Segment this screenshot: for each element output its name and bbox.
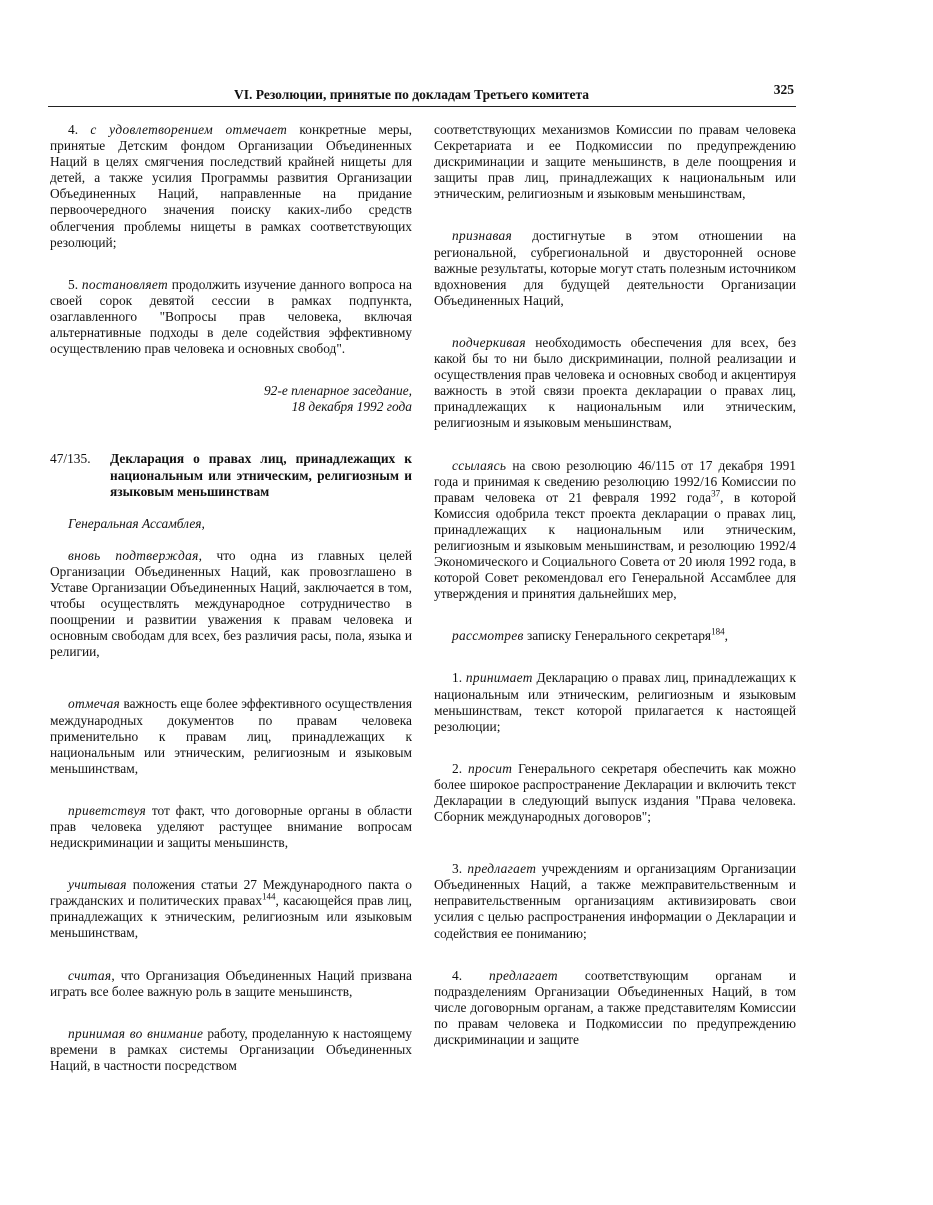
preamble-4 — [50, 877, 412, 941]
paragraph-lead: ссылаясь — [452, 457, 507, 473]
paragraph-lead: постановляет — [81, 276, 168, 292]
paragraph-number: 5. — [68, 276, 79, 292]
paragraph-text: положения статьи 27 Международного пакта о гражданских и политических правах — [50, 877, 412, 909]
paragraph-number: 2. — [452, 760, 463, 776]
paragraph-lead: подчеркивая — [452, 334, 526, 350]
footnote-ref: 37 — [711, 488, 721, 499]
preamble-1 — [50, 548, 412, 661]
operative-3 — [434, 861, 796, 941]
paragraph-lead: просит — [468, 760, 513, 776]
paragraph-lead: считая — [68, 967, 112, 983]
paragraph-text: важность еще более эффективного осуществления международных документов по правам человека применительно к правам лиц, принадлежащих к национальным или этническим, религиозным и языковым меньшинствам, — [50, 696, 412, 776]
meeting-signature — [50, 383, 412, 415]
paragraph-text: Декларацию о правах лиц, принадлежащих к национальным или этническим, религиозным и языковым меньшинствам, текст которой прилагается к настоящей резолюции; — [434, 670, 796, 734]
paragraph-lead: вновь подтверждая — [68, 547, 199, 563]
paragraph-text: необходимость обеспечения для всех, без какой бы то ни было дискриминации, полной реализации и осуществления прав человека и основных свобод и акцентируя важность в этой связи проекта декларации о правах лиц, принадлежащих к национальным или этническим, религиозным и языковым меньшинствам, — [434, 334, 796, 431]
resolution-title: Декларация о правах лиц, принадлежащих к национальным или этническим, религиозным и языковым меньшинствам — [110, 451, 412, 499]
general-assembly-label: Генеральная Ассамблея, — [68, 515, 205, 531]
paragraph-text: учреждениям и организациям Организации Объединенных Наций, а также межправительственным и неправительственным организациям активизировать свои усилия с целью распространения информации о Декларации и содействия ее пониманию; — [434, 861, 796, 941]
paragraph-number: 1. — [452, 670, 463, 686]
paragraph-text: конкретные меры, принятые Детским фондом Организации Объединенных Наций в целях смягчения последствий крайней нищеты для детей, а также усилия Программы развития Организации Объединенных Наций, направленные на придание первоочередного значения поиску каких-либо средств облегчения проблемы нищеты в рамках соответствующих резолюций; — [50, 122, 412, 250]
paragraph-text: , что Организация Объединенных Наций призвана играть все более важную роль в защите меньшинств, — [50, 967, 412, 999]
paragraph-text: соответствующим органам и подразделениям Организации Объединенных Наций, в том числе договорным органам, а также представителям Комиссии по правам человека и Подкомиссии по предупреждению дискриминации и защите — [434, 967, 796, 1048]
paragraph-lead: приветствуя — [68, 802, 147, 818]
paragraph-text: записку Генерального секретаря — [523, 628, 712, 644]
paragraph-text: на свою резолюцию 46/115 от 17 декабря 1991 года и принимая к сведению резолюцию 1992/16 Комиссии по правам человека от 21 февраля 1992 года — [434, 457, 796, 505]
paragraph-text: Генерального секретаря обеспечить как можно более широкое распространение Декларации и включить текст Декларации в следующий выпуск издания "Права человека. Сборник международных договоров"; — [434, 760, 796, 825]
paragraph-text: , что одна из главных целей Организации Объединенных Наций, как провозглашено в Уставе Организации Объединенных Наций, заключается в том, чтобы осуществлять международное сотрудничество в поощрении и развитии уважения к правам человека и основным свободам для всех, без различия расы, пола, языка и религии, — [50, 547, 412, 660]
paragraph-lead: предлагает — [489, 967, 558, 983]
preamble-6 — [50, 1026, 412, 1074]
paragraph-lead: предлагает — [467, 861, 537, 877]
preamble-9 — [434, 458, 796, 603]
paragraph-text: тот факт, что договорные органы в области прав человека уделяют растущее внимание вопросам недискриминации и защиты меньшинств, — [50, 802, 412, 851]
operative-1 — [434, 670, 796, 734]
preamble-2 — [50, 696, 412, 776]
paragraph-text: работу, проделанную к настоящему времени в рамках системы Организации Объединенных Наций, в частности посредством — [50, 1025, 412, 1073]
paragraph-number: 4. — [68, 122, 79, 137]
signature-line-2: 18 декабря 1992 года — [291, 399, 412, 415]
paragraph-lead: признавая — [452, 228, 512, 244]
preamble-5 — [50, 968, 412, 1000]
page-number: 325 — [773, 82, 794, 97]
paragraph-text: продолжить изучение данного вопроса на своей сорок девятой сессии в рамках подпункта, озаглавленного "Вопросы прав человека, включая альтернативные подходы в деле содействия эффективному осуществлению прав человека и основных свобод". — [50, 276, 412, 357]
right-column — [434, 122, 796, 1048]
paragraph-lead: отмечая — [68, 696, 121, 712]
operative-2 — [434, 761, 796, 825]
left-column — [50, 122, 412, 1074]
preamble-10 — [434, 628, 796, 644]
running-header — [48, 82, 796, 107]
preamble-7 — [434, 228, 796, 308]
resolution-number: 47/135. — [50, 451, 91, 467]
paragraph-lead: с удовлетворением отмечает — [90, 122, 288, 137]
paragraph-lead: учитывая — [68, 877, 127, 893]
operative-4 — [434, 968, 796, 1048]
continued-paragraph: соответствующих механизмов Комиссии по правам человека Секретариата и ее Подкомиссии по предупреждению дискриминации и защите меньшинств, в деле поощрения и защиты прав лиц, принадлежащих к национальным или этническим, религиозным и языковым меньшинствам, — [434, 122, 796, 202]
paragraph-text: , касающейся прав лиц, принадлежащих к этническим, религиозным или языковым меньшинствам, — [50, 893, 412, 941]
paragraph-lead: принимает — [465, 670, 533, 686]
paragraph-lead: принимая во внимание — [68, 1025, 204, 1041]
resolution-heading — [50, 451, 412, 499]
paragraph-text: , — [724, 628, 728, 644]
paragraph-lead: рассмотрев — [452, 628, 524, 644]
paragraph-text: , в которой Комиссия одобрила текст проекта декларации о правах лиц, принадлежащих к национальным или этническим, религиозным и языковым меньшинствам, и резолюцию 1992/4 Экономического и Социального Совета от 20 июля 1992 года, в которой Совет рекомендовал его Генеральной Ассамблее для утверждения и принятия дальнейших мер, — [434, 489, 796, 602]
header-title: VI. Резолюции, принятые по докладам Третьего комитета — [234, 87, 590, 102]
paragraph-5 — [50, 277, 412, 357]
preamble-3 — [50, 803, 412, 851]
footnote-ref: 184 — [711, 626, 725, 637]
signature-line-1: 92-е пленарное заседание, — [263, 383, 412, 399]
paragraph-number: 3. — [452, 861, 463, 877]
preamble-8 — [434, 335, 796, 432]
paragraph-text: достигнутые в этом отношении на региональной, субрегиональной и двусторонней основе важные результаты, которые могут стать полезным источником вдохновения для будущей деятельности Организации Объединенных Наций, — [434, 228, 796, 308]
paragraph-number: 4. — [452, 967, 463, 983]
paragraph-4 — [50, 122, 412, 251]
footnote-ref: 144 — [262, 891, 276, 902]
